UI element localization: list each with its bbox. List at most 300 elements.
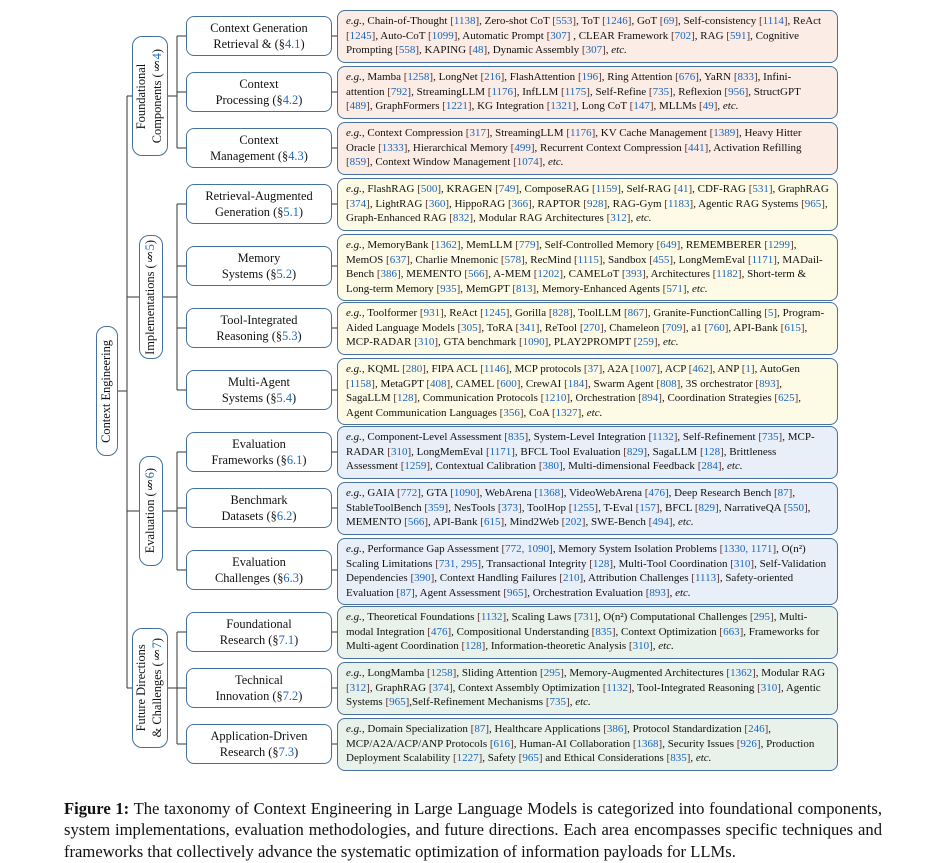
citation-bracket: [ <box>573 611 578 623</box>
citation-link[interactable]: 310 <box>760 681 778 694</box>
citation-link[interactable]: 859 <box>349 156 367 169</box>
citation-bracket: [ <box>480 71 485 83</box>
citation-bracket: [ <box>465 127 470 139</box>
citation-link[interactable]: 1114 <box>762 15 784 27</box>
citation-bracket: ] <box>783 15 788 27</box>
citation-link[interactable]: 1327 <box>555 406 578 419</box>
citation-bracket: ] <box>788 487 793 499</box>
citation-bracket: [ <box>552 15 556 27</box>
citation-bracket: [ <box>480 307 484 319</box>
citation-bracket: ] <box>475 15 480 27</box>
citation-link[interactable]: 637 <box>389 253 407 266</box>
content-box: e.g., Domain Specialization [87], Healthcare Applications [386], Protocol Standardization [246], MCP/A2A/ACP/ANP Protocols [616], Human-AI Collaboration [1368], Security Issues [926], Production Deployment Scalability [1227], Safety [965] and Ethical Considerations [835], etc. <box>337 718 838 771</box>
citation-link[interactable]: 965 <box>804 197 822 210</box>
category-box <box>186 184 332 224</box>
citation-bracket: [ <box>697 460 702 473</box>
citation-link[interactable]: 749 <box>498 183 516 195</box>
citation-link[interactable]: 5 <box>767 307 774 319</box>
citation-bracket: ] <box>653 336 658 349</box>
citation-link[interactable]: 157 <box>639 501 656 514</box>
citation-link[interactable]: 1255 <box>572 501 595 514</box>
citation-link[interactable]: 1245 <box>349 29 372 42</box>
citation-link[interactable]: 500 <box>420 183 438 195</box>
citation-bracket: ] <box>434 336 438 349</box>
citation-link[interactable]: 772 <box>400 487 418 499</box>
citation-bracket: ] <box>535 321 540 334</box>
citation-bracket: ] <box>704 141 709 154</box>
section-link[interactable]: 5.4 <box>276 391 293 405</box>
citation-link[interactable]: 893 <box>649 586 666 599</box>
citation-bracket: ] <box>406 253 410 266</box>
citation-link[interactable]: 310 <box>733 557 751 570</box>
citation-link[interactable]: 284 <box>701 460 718 473</box>
citation-link[interactable]: 1074 <box>516 156 539 169</box>
citation-link[interactable]: 196 <box>581 71 599 83</box>
citation-link[interactable]: 1159 <box>595 183 618 195</box>
citation-bracket: [ <box>346 197 350 210</box>
citation-link[interactable]: 210 <box>562 572 580 585</box>
root-label: Context Engineering <box>99 339 114 443</box>
category-title-line: Innovation (§7.2) <box>215 689 303 703</box>
citation-link[interactable]: 731 <box>577 611 595 623</box>
citation-link[interactable]: 1132 <box>480 611 503 623</box>
citation-link[interactable]: 312 <box>349 681 367 694</box>
section-link[interactable]: 5.1 <box>283 205 299 219</box>
citation-bracket: ] <box>366 100 370 113</box>
citation-link[interactable]: 828 <box>552 307 570 319</box>
citation-bracket: ] <box>656 363 661 375</box>
citation-bracket: [ <box>733 71 738 83</box>
section-link[interactable]: 5.3 <box>282 329 298 343</box>
section-link[interactable]: 6 <box>143 472 158 479</box>
citation-link[interactable]: 1090 <box>522 336 545 349</box>
citation-link[interactable]: 731, 295 <box>438 557 478 570</box>
citation-bracket: [ <box>662 321 666 334</box>
section-link[interactable]: 7.3 <box>278 745 295 759</box>
citation-link[interactable]: 792 <box>390 85 408 98</box>
citation-link[interactable]: 280 <box>405 363 423 375</box>
category-title-line: Systems (§5.2) <box>221 267 297 281</box>
citation-link[interactable]: 829 <box>698 501 716 514</box>
citation-bracket: ] <box>452 667 457 679</box>
group-label <box>143 468 159 553</box>
section-link[interactable]: 7.1 <box>278 633 295 647</box>
citation-link[interactable]: 1007 <box>634 363 657 375</box>
content-box: e.g., KQML [280], FIPA ACL [1146], MCP protocols [37], A2A [1007], ACP [462], ANP [1], AutoGen [1158], MetaGPT [408], CAMEL [600], CrewAI [184], Swarm Agent [808], 3S orchestrator [893], SagaLLM [128], Communication Protocols [1210], Orchestration [894], Coordination Strategies [625], Agent Communication Languages [356], CoA [1327], etc. <box>337 358 838 425</box>
citation-link[interactable]: 476 <box>648 487 665 499</box>
section-link[interactable]: 6.3 <box>283 571 299 585</box>
section-link[interactable]: 5 <box>143 243 158 250</box>
citation-link[interactable]: 476 <box>430 625 448 638</box>
citation-link[interactable]: 835 <box>595 625 612 638</box>
citation-link[interactable]: 48 <box>472 44 484 57</box>
citation-link[interactable]: 1176 <box>491 85 514 98</box>
citation-bracket: [ <box>403 71 408 83</box>
citation-link[interactable]: 571 <box>666 282 683 295</box>
category-title-line: Frameworks (§6.1) <box>211 453 307 467</box>
citation-link[interactable]: 1183 <box>667 197 690 210</box>
citation-bracket: ] <box>397 268 401 281</box>
citation-bracket: [ <box>747 253 752 266</box>
citation-link[interactable]: 702 <box>674 29 692 42</box>
section-link[interactable]: 7 <box>150 642 164 649</box>
citation-bracket: ] <box>649 640 653 653</box>
citation-link[interactable]: 37 <box>587 363 599 375</box>
citation-link[interactable]: 649 <box>660 239 677 251</box>
category-box <box>186 128 332 168</box>
citation-bracket: ] <box>598 71 602 83</box>
citation-link[interactable]: 1115 <box>577 253 599 266</box>
citation-bracket: ] <box>686 752 691 765</box>
citation-bracket: [ <box>699 445 704 458</box>
citation-link[interactable]: 578 <box>504 253 522 266</box>
citation-link[interactable]: 1299 <box>768 239 791 251</box>
citation-link[interactable]: 956 <box>728 85 745 98</box>
citation-link[interactable]: 1362 <box>434 239 457 251</box>
citation-bracket: [ <box>428 681 433 694</box>
citation-link[interactable]: 147 <box>633 100 650 113</box>
content-box: e.g., Mamba [1258], LongNet [216], FlashAttention [196], Ring Attention [676], YaRN [833], Infini-attention [792], StreamingLLM [1176], InfLLM [1175], Self-Refine [735], Reflexion [956], StructGPT [489], GraphFormers [1221], KG Integration [1321], Long CoT [147], MLLMs [49], etc. <box>337 66 838 119</box>
citation-link[interactable]: 128 <box>703 445 721 458</box>
citation-link[interactable]: 1171 <box>489 445 512 458</box>
citation-link[interactable]: 87 <box>777 487 789 499</box>
citation-link[interactable]: 270 <box>583 321 601 334</box>
citation-bracket: ] <box>456 239 461 251</box>
citation-link[interactable]: 553 <box>555 15 573 27</box>
citation-bracket: ] <box>611 625 616 638</box>
citation-link[interactable]: 1227 <box>456 752 479 765</box>
citation-bracket: ] <box>500 516 505 529</box>
citation-link[interactable]: 1090 <box>453 487 476 499</box>
citation-link[interactable]: 1330, 1171 <box>723 543 773 555</box>
citation-link[interactable]: 87 <box>474 723 486 735</box>
citation-bracket: ] <box>566 29 571 42</box>
citation-bracket: [ <box>428 29 432 42</box>
citation-bracket: [ <box>510 141 515 154</box>
section-link[interactable]: 4.3 <box>288 149 304 163</box>
citation-link[interactable]: 259 <box>637 336 654 349</box>
citation-link[interactable]: 1182 <box>716 268 738 281</box>
citation-link[interactable]: 965 <box>507 586 524 599</box>
citation-link[interactable]: 1132 <box>606 681 628 694</box>
citation-link[interactable]: 1258 <box>430 667 453 679</box>
section-link[interactable]: 6.2 <box>276 509 293 523</box>
citation-link[interactable]: 1221 <box>445 100 468 113</box>
citation-link[interactable]: 615 <box>483 516 501 529</box>
citation-link[interactable]: 1210 <box>544 392 567 405</box>
citation-bracket: ] <box>739 625 744 638</box>
citation-link[interactable]: 341 <box>519 321 536 334</box>
citation-link[interactable]: 49 <box>702 100 714 113</box>
citation-link[interactable]: 184 <box>567 377 585 390</box>
citation-link[interactable]: 808 <box>660 377 677 390</box>
citation-bracket: ] <box>519 406 524 419</box>
citation-bracket: ] <box>413 392 418 405</box>
citation-bracket: [ <box>675 71 679 83</box>
category-title-line: Management (§4.3) <box>210 149 308 163</box>
citation-link[interactable]: 735 <box>549 696 567 709</box>
section-link[interactable]: 5.2 <box>276 267 293 281</box>
citation-link[interactable]: 356 <box>503 406 520 419</box>
citation-link[interactable]: 566 <box>407 516 425 529</box>
content-box: e.g., Performance Gap Assessment [772, 1090], Memory System Isolation Problems [1330, 1171], O(n²) Scaling Limitations [731, 295], Transactional Integrity [128], Multi-Tool Coordination [310], Self-Validation Dependencies [390], Context Handling Failures [210], Attribution Challenges [1113], Safety-oriented Evaluation [87], Agent Assessment [965], Orchestration Evaluation [893], etc. <box>337 538 838 605</box>
citation-link[interactable]: 1202 <box>537 268 560 281</box>
citation-link[interactable]: 835 <box>507 431 525 443</box>
citation-link[interactable]: 760 <box>708 321 725 334</box>
citation-link[interactable]: 616 <box>493 737 511 750</box>
citation-link[interactable]: 390 <box>414 572 431 585</box>
citation-bracket: ] <box>366 197 370 210</box>
citation-link[interactable]: 489 <box>349 100 367 113</box>
citation-bracket: [ <box>801 197 805 210</box>
citation-bracket: [ <box>452 752 457 765</box>
category-title-line: Evaluation <box>232 554 286 569</box>
citation-link[interactable]: 1246 <box>605 15 628 27</box>
citation-link[interactable]: 1389 <box>713 127 736 139</box>
category-box <box>186 308 332 348</box>
section-link[interactable]: 4.1 <box>284 37 301 51</box>
citation-link[interactable]: 202 <box>565 516 582 529</box>
citation-link[interactable]: 408 <box>430 377 447 390</box>
citation-link[interactable]: 735 <box>652 85 670 98</box>
citation-link[interactable]: 295 <box>543 667 561 679</box>
citation-bracket: [ <box>449 212 453 225</box>
citation-bracket: ] <box>502 611 507 623</box>
citation-link[interactable]: 1333 <box>381 141 404 154</box>
citation-bracket: ] <box>411 586 415 599</box>
citation-bracket: [ <box>583 197 587 210</box>
citation-link[interactable]: 374 <box>432 681 449 694</box>
citation-link[interactable]: 1258 <box>407 71 430 83</box>
section-link[interactable]: 6.1 <box>286 453 303 467</box>
citation-bracket: ] <box>424 516 429 529</box>
citation-link[interactable]: 772, 1090 <box>505 543 550 555</box>
citation-link[interactable]: 1138 <box>453 15 476 27</box>
content-box: e.g., GAIA [772], GTA [1090], WebArena [1368], VideoWebArena [476], Deep Research Bench [87], StableToolBench [359], NesTools [373], ToolHop [1255], T-Eval [157], BFCL [829], NarrativeQA [550], MEMENTO [566], API-Bank [615], Mind2Web [202], SWE-Bench [494], etc. <box>337 482 838 535</box>
caption-text: The taxonomy of Context Engineering in Large Language Models is categorized into foundational components, system implementations, evaluation methodologies, and future directions. Each area encompasses specific techniques and frameworks that collectively advance the systematic optimization of information payloads for LLMs. <box>64 798 882 862</box>
citation-link[interactable]: 310 <box>632 640 650 653</box>
citation-bracket: [ <box>755 377 760 390</box>
citation-link[interactable]: 1158 <box>349 377 372 390</box>
citation-bracket: [ <box>744 723 749 735</box>
citation-bracket: [ <box>592 183 596 195</box>
citation-bracket: ] <box>750 363 755 375</box>
citation-link[interactable]: 935 <box>440 282 457 295</box>
citation-link[interactable]: 305 <box>461 321 478 334</box>
citation-link[interactable]: 813 <box>516 282 533 295</box>
citation-link[interactable]: 1171 <box>751 253 774 266</box>
citation-bracket: [ <box>427 625 431 638</box>
citation-link[interactable]: 128 <box>592 557 610 570</box>
citation-bracket: [ <box>404 516 408 529</box>
group-label <box>134 49 166 143</box>
citation-link[interactable]: 928 <box>586 197 604 210</box>
citation-link[interactable]: 359 <box>428 501 445 514</box>
citation-link[interactable]: 894 <box>641 392 659 405</box>
citation-link[interactable]: 216 <box>484 71 501 83</box>
citation-link[interactable]: 1362 <box>730 667 753 679</box>
group-label-line: & Challenges (§7) <box>150 638 164 738</box>
citation-bracket: ] <box>720 445 724 458</box>
citation-link[interactable]: 386 <box>380 268 398 281</box>
citation-bracket: [ <box>568 501 573 514</box>
citation-bracket: ] <box>676 377 681 390</box>
citation-bracket: ] <box>572 15 577 27</box>
citation-bracket: ] <box>644 307 648 319</box>
citation-link[interactable]: 1132 <box>652 431 674 443</box>
citation-bracket: ] <box>505 307 510 319</box>
citation-link[interactable]: 1113 <box>694 572 717 585</box>
category-box <box>186 668 332 708</box>
category-box <box>186 550 332 590</box>
citation-link[interactable]: 676 <box>678 71 696 83</box>
citation-bracket: ] <box>658 392 662 405</box>
citation-link[interactable]: 931 <box>423 307 441 319</box>
group-label-line: Future Directions <box>134 644 149 732</box>
citation-bracket: [ <box>519 336 523 349</box>
citation-bracket: ] <box>676 239 681 251</box>
citation-link[interactable]: 312 <box>610 212 627 225</box>
citation-link[interactable]: 550 <box>787 501 804 514</box>
citation-bracket: [ <box>480 363 484 375</box>
citation-bracket: ] <box>453 29 458 42</box>
citation-bracket: [ <box>515 239 519 251</box>
citation-link[interactable]: 374 <box>349 197 367 210</box>
category-box <box>186 724 332 764</box>
citation-bracket: [ <box>704 321 709 334</box>
citation-link[interactable]: 128 <box>397 392 414 405</box>
section-link[interactable]: 4 <box>150 53 164 60</box>
citation-link[interactable]: 965 <box>522 752 539 765</box>
citation-link[interactable]: 441 <box>688 141 705 154</box>
citation-link[interactable]: 310 <box>417 336 435 349</box>
citation-bracket: ] <box>674 15 679 27</box>
citation-bracket: [ <box>512 282 517 295</box>
citation-link[interactable]: 393 <box>625 268 643 281</box>
citation-bracket: ] <box>642 268 646 281</box>
citation-bracket: ] <box>422 363 426 375</box>
citation-link[interactable]: 373 <box>501 501 519 514</box>
citation-link[interactable]: 1146 <box>483 363 506 375</box>
citation-link[interactable]: 1368 <box>636 737 659 750</box>
citation-link[interactable]: 709 <box>665 321 683 334</box>
citation-bracket: [ <box>699 100 703 113</box>
citation-link[interactable]: 1 <box>745 363 751 375</box>
citation-bracket: ] <box>371 377 375 390</box>
category-box <box>186 246 332 286</box>
citation-link[interactable]: 1176 <box>569 127 592 139</box>
category-title-line: Memory <box>237 250 281 265</box>
citation-bracket: ] <box>658 737 663 750</box>
citation-link[interactable]: 926 <box>740 737 757 750</box>
citation-link[interactable]: 779 <box>518 239 536 251</box>
citation-link[interactable]: 1368 <box>538 487 561 499</box>
citation-bracket: ] <box>594 611 598 623</box>
citation-link[interactable]: 317 <box>469 127 486 139</box>
section-link[interactable]: 4.2 <box>282 93 299 107</box>
citation-link[interactable]: 663 <box>723 625 740 638</box>
citation-link[interactable]: 893 <box>759 377 776 390</box>
citation-link[interactable]: 462 <box>692 363 709 375</box>
citation-link[interactable]: 307 <box>585 44 603 57</box>
citation-link[interactable]: 735 <box>762 431 779 443</box>
citation-link[interactable]: 1259 <box>404 460 427 473</box>
citation-link[interactable]: 128 <box>465 640 482 653</box>
citation-link[interactable]: 1175 <box>564 85 587 98</box>
citation-bracket: [ <box>583 363 588 375</box>
citation-bracket: [ <box>400 460 405 473</box>
citation-bracket: [ <box>691 572 695 585</box>
group-node-section4 <box>132 36 168 156</box>
citation-link[interactable]: 1321 <box>550 100 573 113</box>
citation-bracket: [ <box>780 321 785 334</box>
citation-link[interactable]: 360 <box>428 197 446 210</box>
citation-link[interactable]: 87 <box>400 586 412 599</box>
citation-bracket: [ <box>419 307 424 319</box>
citation-link[interactable]: 295 <box>753 611 771 623</box>
citation-link[interactable]: 829 <box>626 445 644 458</box>
category-title-line: Research (§7.3) <box>219 745 299 759</box>
category-title-line: Foundational <box>226 616 292 631</box>
citation-bracket: [ <box>758 431 763 443</box>
citation-link[interactable]: 600 <box>500 377 517 390</box>
citation-bracket: [ <box>748 183 753 195</box>
citation-bracket: [ <box>648 516 653 529</box>
citation-bracket: ] <box>417 487 421 499</box>
citation-link[interactable]: 310 <box>390 445 408 458</box>
citation-link[interactable]: 246 <box>748 723 765 735</box>
citation-bracket: ] <box>773 307 778 319</box>
citation-bracket: [ <box>518 752 523 765</box>
citation-link[interactable]: 832 <box>452 212 470 225</box>
citation-link[interactable]: 380 <box>542 460 559 473</box>
citation-link[interactable]: 566 <box>468 268 485 281</box>
citation-bracket: ] <box>430 572 435 585</box>
citation-link[interactable]: 386 <box>606 723 624 735</box>
citation-link[interactable]: 625 <box>778 392 795 405</box>
citation-bracket: ] <box>600 321 604 334</box>
citation-link[interactable]: 499 <box>514 141 531 154</box>
citation-link[interactable]: 531 <box>752 183 769 195</box>
content-box: e.g., Toolformer [931], ReAct [1245], Gorilla [828], ToolLLM [867], Granite-FunctionCalling [5], Program-Aided Language Models [305], ToRA [341], ReTool [270], Chameleon [709], a1 [760], API-Bank [615], MCP-RADAR [310], GTA benchmark [1090], PLAY2PROMPT [259], etc. <box>337 302 838 355</box>
citation-bracket: [ <box>673 183 678 195</box>
citation-bracket: ] <box>800 321 805 334</box>
citation-link[interactable]: 307 <box>550 29 567 42</box>
citation-link[interactable]: 455 <box>652 253 670 266</box>
citation-bracket: [ <box>577 71 582 83</box>
citation-link[interactable]: 69 <box>663 15 675 27</box>
citation-link[interactable]: 41 <box>677 183 689 195</box>
citation-bracket: ] <box>469 212 474 225</box>
citation-link[interactable]: 1245 <box>483 307 506 319</box>
citation-bracket: ] <box>566 696 570 709</box>
citation-link[interactable]: 366 <box>511 197 529 210</box>
citation-link[interactable]: 558 <box>398 44 416 57</box>
citation-bracket: [ <box>649 253 653 266</box>
citation-bracket: ] <box>572 100 577 113</box>
citation-bracket: [ <box>346 156 350 169</box>
category-title-line: Research (§7.1) <box>219 633 299 647</box>
citation-link[interactable]: 494 <box>652 516 669 529</box>
citation-link[interactable]: 867 <box>627 307 645 319</box>
section-link[interactable]: 7.2 <box>282 689 299 703</box>
citation-link[interactable]: 615 <box>784 321 801 334</box>
citation-link[interactable]: 835 <box>670 752 687 765</box>
citation-link[interactable]: 591 <box>729 29 747 42</box>
citation-link[interactable]: 965 <box>389 696 406 709</box>
citation-link[interactable]: 833 <box>737 71 754 83</box>
citation-link[interactable]: 1099 <box>431 29 454 42</box>
